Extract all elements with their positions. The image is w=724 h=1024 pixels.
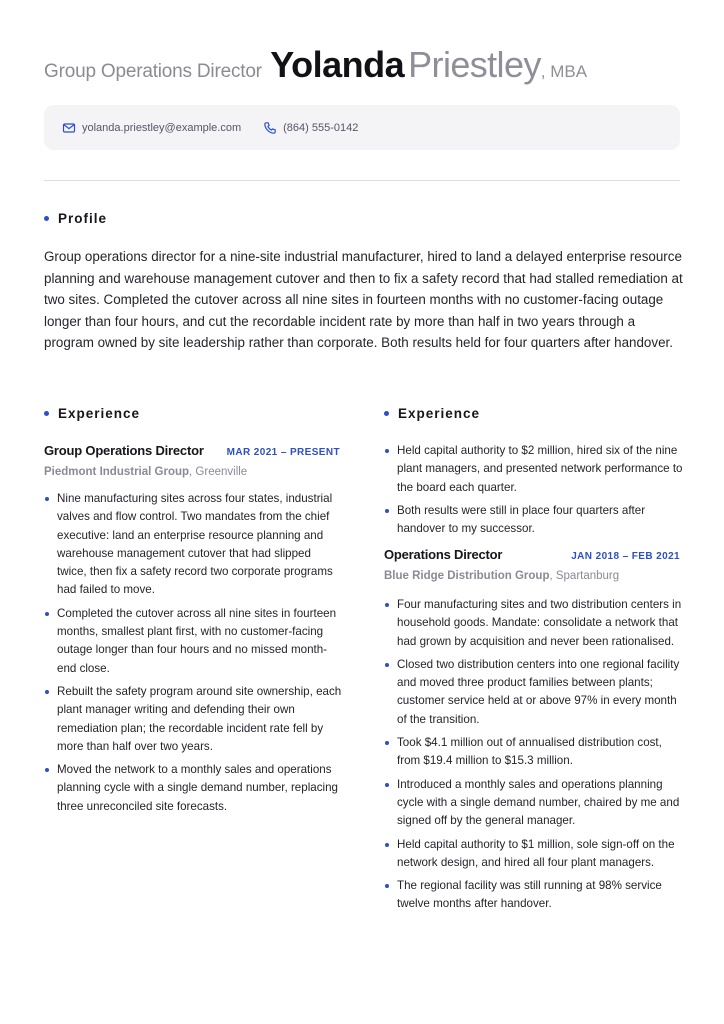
profile-heading — [44, 211, 107, 226]
list-item: The regional facility was still running at 98% service twelve months after handover. — [384, 877, 684, 914]
list-item: Introduced a monthly sales and operations planning cycle with a single demand number, chaired by me and signed off by the general manager. — [384, 776, 684, 831]
job-header-od — [384, 547, 680, 562]
list-item: Rebuilt the safety program around site ownership, each plant manager writing and defending their own remediation plan; the recordable incident rate fell by more than half over two years. — [44, 683, 342, 756]
experience-heading-left — [44, 406, 140, 421]
profile-summary: Group operations director for a nine-site industrial manufacturer, hired to land a delayed enterprise resource planning and warehouse management cutover and then to fix a safety record that had stalled remediation at two sites. Completed the cutover across all nine sites in fourteen months with no customer-facing outage longer than four hours, and cut the recordable incident rate by more than half in two years through a program owned by site leadership rather than corporate. Both results held for four quarters after handover. — [44, 249, 683, 350]
list-item: Four manufacturing sites and two distribution centers in household goods. Mandate: consolidate a network that had grown by acquisition and never been rationalised. — [384, 596, 684, 651]
job-header-gop — [44, 443, 340, 458]
job-title: Group Operations Director — [44, 443, 204, 458]
list-item: Took $4.1 million out of annualised distribution cost, from $19.4 million to $15.3 million. — [384, 734, 684, 771]
list-item: Both results were still in place four quarters after handover to my successor. — [384, 502, 684, 539]
contact-phone[interactable] — [263, 121, 358, 135]
mail-icon — [62, 121, 76, 135]
bullet-dot-icon — [44, 216, 49, 221]
contact-bar — [44, 105, 680, 150]
name-suffix: , MBA — [540, 62, 588, 81]
job-dates: JAN 2018 – FEB 2021 — [571, 551, 680, 562]
bullet-dot-icon — [384, 411, 389, 416]
experience-heading-text: Experience — [398, 406, 481, 421]
role-title: Group Operations Director — [44, 61, 262, 82]
list-item: Closed two distribution centers into one regional facility and moved three product families between plants; customer service held at or above 97% in every month of the transition. — [384, 656, 684, 729]
job-company — [44, 466, 340, 478]
resume-header — [44, 44, 684, 88]
phone-icon — [263, 121, 277, 135]
job-dates: MAR 2021 – PRESENT — [226, 447, 340, 458]
last-name: Priestley — [408, 44, 541, 85]
list-item: Nine manufacturing sites across four states, industrial valves and flow control. Two mandates from the chief executive: land an enterprise resource planning and warehouse management cutover that had slipped twice, then fix a safety record two corporate programs had failed to move. — [44, 490, 342, 600]
company-name: Piedmont Industrial Group — [44, 466, 190, 478]
job-title: Operations Director — [384, 547, 503, 562]
contact-email[interactable] — [62, 121, 241, 135]
phone-text: (864) 555-0142 — [283, 121, 359, 134]
list-item: Held capital authority to $1 million, sole sign-off on the network design, and hired all four plant managers. — [384, 836, 684, 873]
list-item: Moved the network to a monthly sales and operations planning cycle with a single demand number, replacing three unreconciled site forecasts. — [44, 761, 342, 816]
bullet-dot-icon — [44, 411, 49, 416]
company-location: , Greenville — [189, 466, 248, 478]
profile-heading-text: Profile — [58, 211, 108, 226]
job-bullets-left — [44, 490, 342, 821]
list-item: Completed the cutover across all nine sites in fourteen months, smallest plant first, with no customer-facing outage longer than four hours and no missed month-end close. — [44, 605, 342, 678]
job-company — [384, 570, 680, 582]
experience-heading-right — [384, 406, 480, 421]
email-text: yolanda.priestley@example.com — [82, 121, 242, 134]
header-divider — [44, 180, 680, 181]
job-bullets-right — [384, 596, 684, 919]
continued-bullets — [384, 442, 684, 543]
company-name: Blue Ridge Distribution Group — [384, 570, 550, 582]
company-location: , Spartanburg — [549, 570, 620, 582]
first-name: Yolanda — [270, 44, 405, 85]
list-item: Held capital authority to $2 million, hired six of the nine plant managers, and presented network performance to the board each quarter. — [384, 442, 684, 497]
experience-heading-text: Experience — [58, 406, 141, 421]
